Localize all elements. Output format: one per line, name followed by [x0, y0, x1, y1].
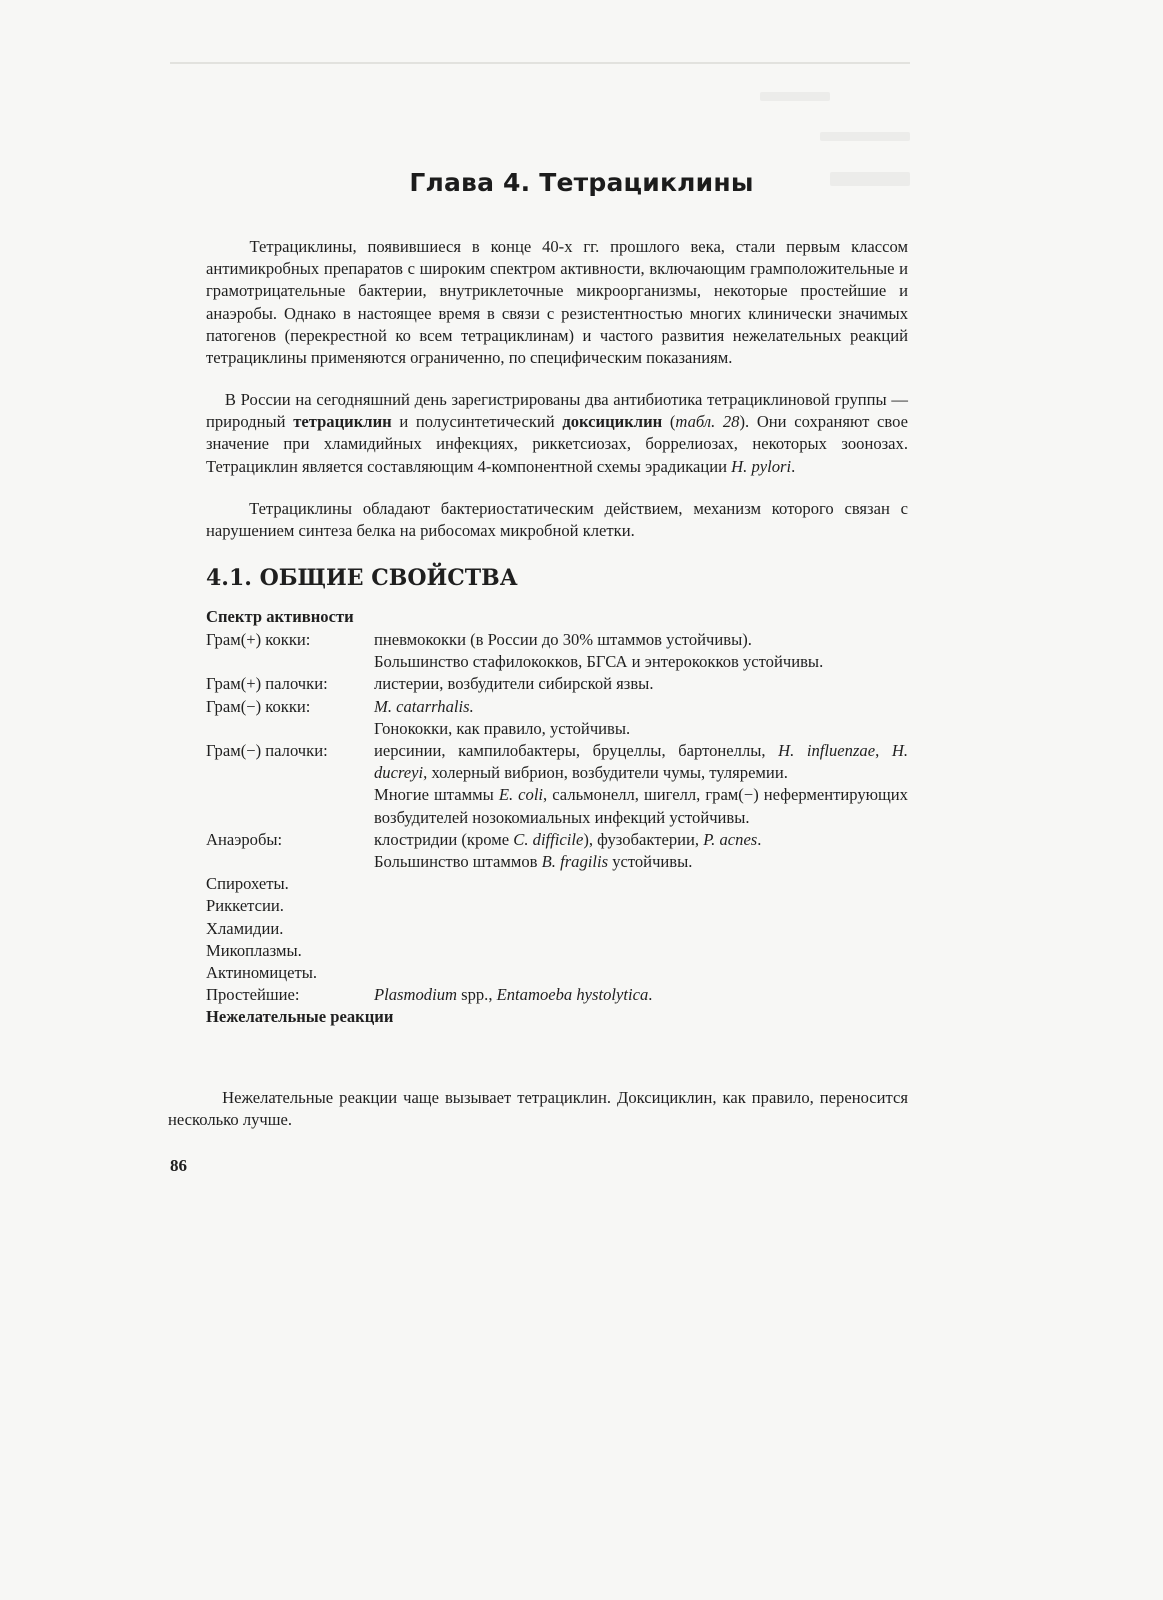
spectrum-row-gram-neg-cocci [206, 696, 908, 740]
spectrum-other: Хламидии. [206, 918, 284, 938]
spectrum-value [374, 740, 908, 829]
spectrum-line [374, 984, 908, 1006]
table-reference: табл. 28 [675, 412, 740, 432]
spectrum-label: Простейшие: [206, 985, 300, 1005]
spectrum-line: пневмококки (в России до 30% штаммов устойчивы). [374, 630, 752, 649]
spectrum-value [374, 629, 908, 673]
spectrum-value [374, 984, 908, 1006]
spectrum-row-gram-pos-cocci [206, 629, 908, 673]
text-run: spp., [456, 985, 497, 1005]
spectrum-other: Актиномицеты. [206, 963, 317, 983]
adverse-paragraph [168, 1087, 908, 1131]
intro-paragraph-1 [206, 236, 908, 369]
text-run: и полусинтетический [391, 412, 563, 432]
text-run: Многие штаммы [374, 785, 499, 805]
spectrum-other: Риккетсии. [206, 896, 284, 916]
organism-name: M. catarrhalis. [374, 696, 474, 716]
spectrum-line: Гонококки, как правило, устойчивы. [374, 718, 631, 738]
spectrum-row-gram-pos-rods [206, 673, 908, 695]
spectrum-line [374, 784, 908, 828]
spectrum-line [374, 829, 908, 851]
spectrum-heading: Спектр активности [206, 607, 354, 626]
spectrum-label: Грам(−) кокки: [206, 696, 311, 716]
section-title: 4.1. ОБЩИЕ СВОЙСТВА [206, 565, 518, 591]
drug-tetracycline: тетрациклин [293, 412, 392, 432]
text-run: Большинство штаммов [374, 852, 542, 872]
text-run: . [791, 456, 796, 476]
organism-name: Entamoeba hystolytica [496, 985, 649, 1005]
drug-doxycycline: доксициклин [562, 412, 663, 432]
spectrum-other: Спирохеты. [206, 874, 289, 894]
organism-name: B. fragilis [541, 852, 609, 872]
text-run: ( [662, 412, 676, 432]
organism-name: E. coli [498, 785, 544, 805]
bleed-through-rule [170, 62, 910, 64]
spectrum-value [374, 696, 908, 740]
text-run: ), фузобактерии, [583, 829, 704, 849]
chapter-title: Глава 4. Тетрациклины [409, 168, 754, 197]
text-run: . [757, 829, 762, 849]
spectrum-label: Анаэробы: [206, 829, 283, 849]
adverse-heading: Нежелательные реакции [206, 1007, 394, 1027]
organism-name: C. difficile [513, 829, 584, 849]
bleed-through-text [820, 132, 910, 141]
page-number: 86 [170, 1156, 187, 1175]
spectrum-other: Микоплазмы. [206, 940, 302, 960]
text-run: , сальмонелл, шигелл, грам(−) неферментирующих возбудителей нозокомиальных инфекций устойчивы. [374, 785, 908, 827]
spectrum-line: Большинство стафилококков, БГСА и энтерококков устойчивы. [374, 652, 824, 672]
spectrum-line: листерии, возбудители сибирской язвы. [374, 674, 654, 694]
spectrum-line [374, 851, 908, 873]
organism-name: P. acnes [703, 829, 758, 849]
spectrum-row-gram-neg-rods [206, 740, 908, 829]
spectrum-label: Грам(+) кокки: [206, 630, 311, 649]
organism-name: H. pylori [731, 456, 792, 476]
organism-name: H. influenzae [778, 741, 876, 761]
spectrum-label: Грам(−) палочки: [206, 741, 328, 761]
intro-paragraph-2 [206, 389, 908, 478]
spectrum-row-protozoa [206, 984, 908, 1006]
spectrum-value [374, 673, 908, 695]
text-run: , [875, 741, 892, 761]
text-run: иерсинии, кампилобактеры, бруцеллы, бартонеллы, [374, 741, 779, 761]
text-run: устойчивы. [608, 852, 693, 872]
intro-paragraph-3 [206, 498, 908, 542]
intro-p1-text: Тетрациклины, появившиеся в конце 40-х гг. прошлого века, стали первым классом антимикробных препаратов с широким спектром активности, включающим грамположительные и грамотрицательные бактерии, внутриклеточные микроорганизмы, некоторые простейшие и анаэробы. Однако в настоящее время в связи с резистентностью многих клинически значимых патогенов (перекрестной ко всем тетрациклинам) и частого развития нежелательных реакций тетрациклины применяются ограниченно, по специфическим показаниям. [206, 237, 909, 368]
organism-name: Plasmodium [374, 985, 457, 1005]
text-run: клостридии (кроме [374, 829, 514, 849]
spectrum-value [374, 829, 908, 873]
text-run: . [648, 985, 653, 1005]
spectrum-label: Грам(+) палочки: [206, 674, 328, 694]
spectrum-row-anaerobes [206, 829, 908, 873]
adverse-text: Нежелательные реакции чаще вызывает тетрациклин. Доксициклин, как правило, переносится несколько лучше. [168, 1088, 908, 1130]
intro-p3-text: Тетрациклины обладают бактериостатическим действием, механизм которого связан с нарушением синтеза белка на рибосомах микробной клетки. [206, 499, 908, 541]
spectrum-line [374, 740, 908, 784]
bleed-through-text [760, 92, 830, 101]
organism-name: H. ducreyi [374, 741, 908, 783]
text-run: В России на сегодняшний день зарегистрированы два антибиотика тетрациклиновой группы — природный [206, 390, 908, 432]
text-run: , холерный вибрион, возбудители чумы, туляремии. [423, 763, 788, 783]
spectrum-list [206, 629, 908, 1029]
text-run: ). Они сохраняют свое значение при хламидийных инфекциях, риккетсиозах, боррелиозах, некоторых зоонозах. Тетрациклин является составляющим 4-компонентной схемы эрадикации [206, 412, 908, 476]
